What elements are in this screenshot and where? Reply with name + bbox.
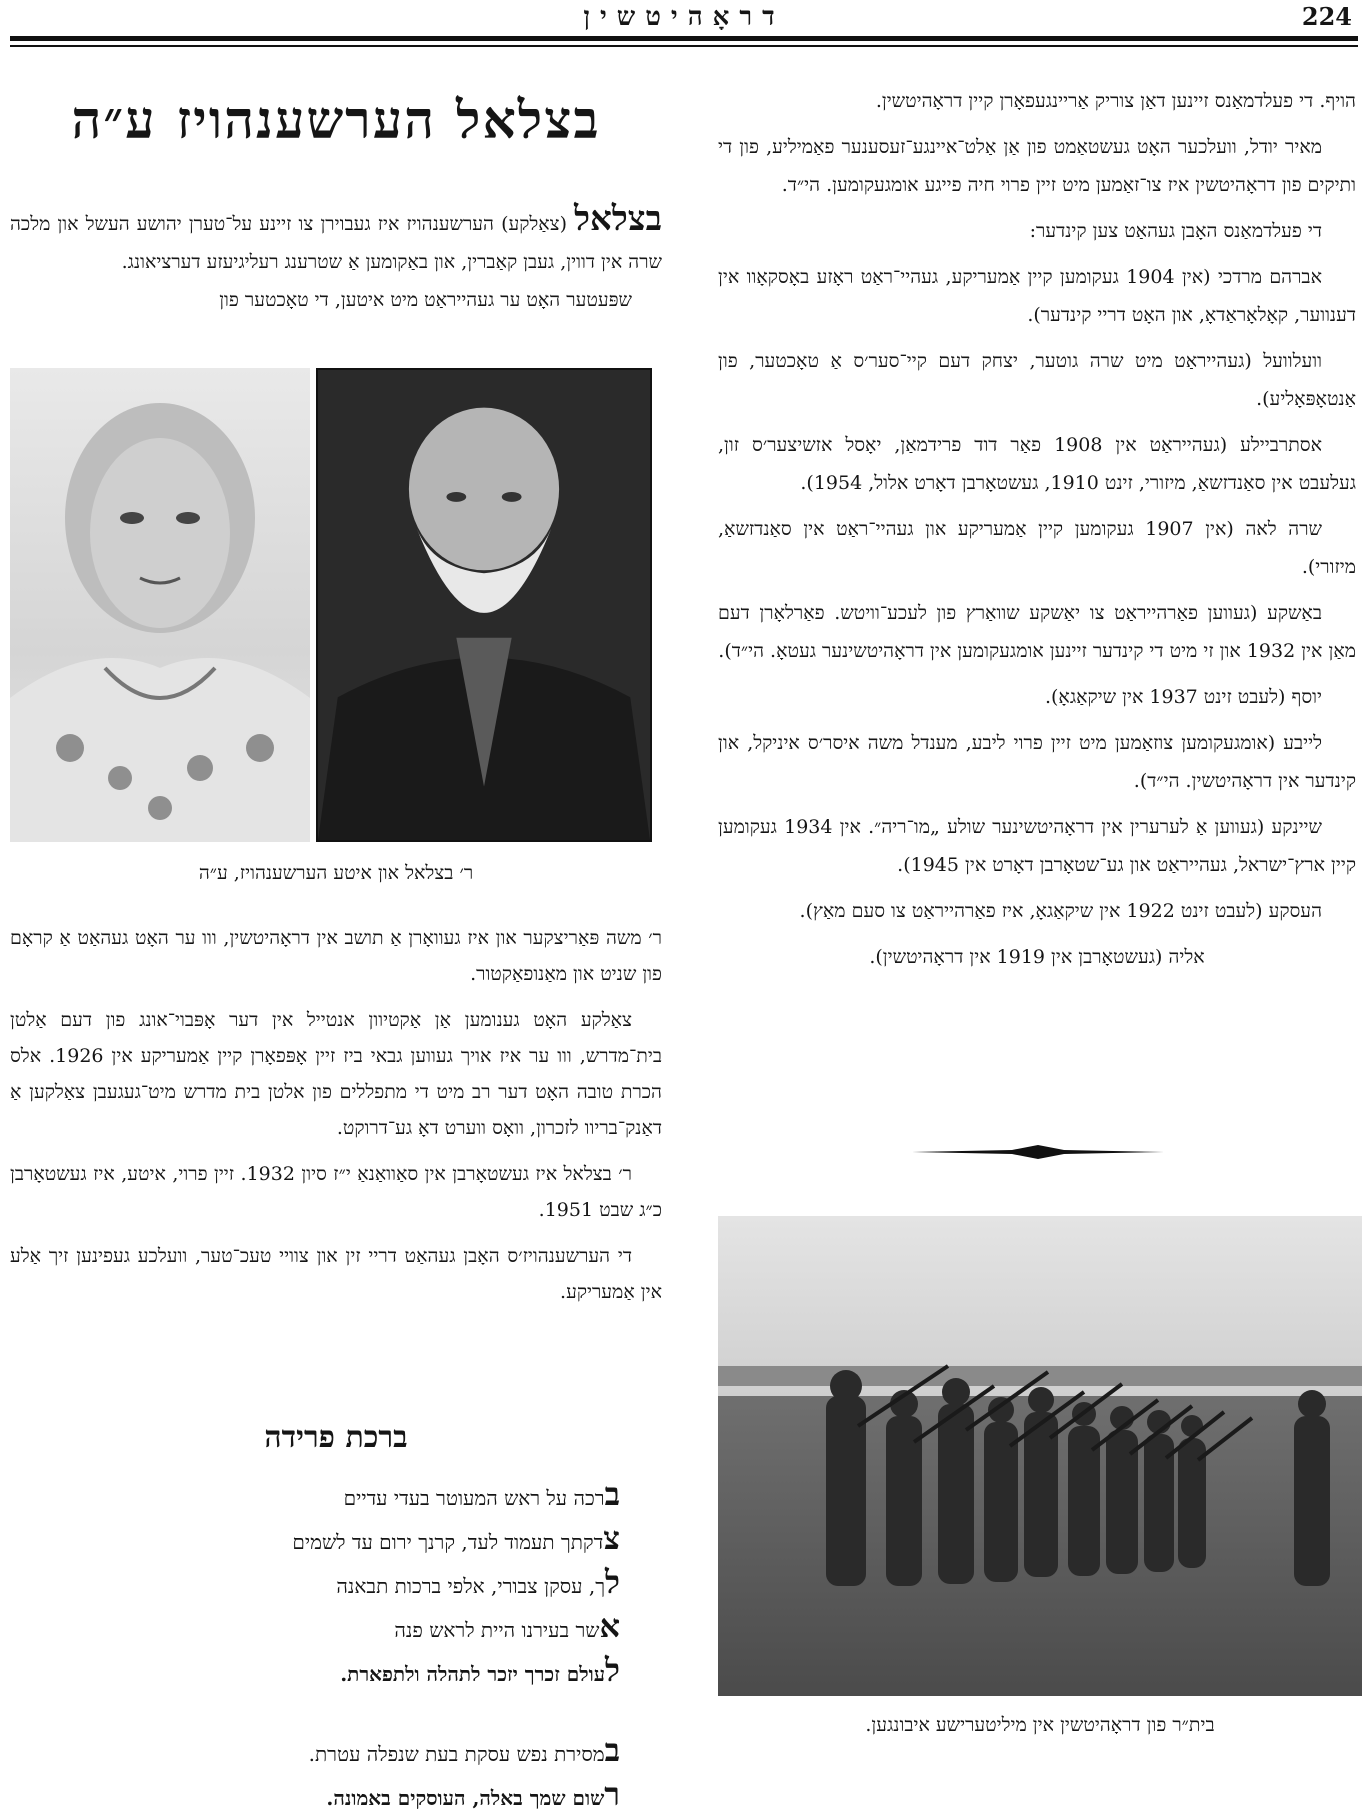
page-number: 224 [1301, 2, 1352, 31]
paragraph: מאיר יודל, וועלכער האָט געשטאַמט פון אַן אַלט־איינגע־זעסענער פאַמיליע, פון די ותיקים פון דראָהיטשין איז צו־זאַמען מיט זיין פרוי חיה פייגע אומגעקומען. הי״ד. [718, 136, 1356, 196]
portrait-bezalel [316, 368, 652, 842]
portrait-woman-drawing [10, 368, 310, 842]
betar-group-photo [718, 1216, 1362, 1696]
poem-line-text: רכה על ראש המעוטר בעדי עדיים [343, 1486, 605, 1510]
intro-text [10, 200, 662, 319]
paragraph: ר׳ בצלאל איז געשטאָרבן אין סאַוואַנאַ י״ז סיון 1932. זיין פרוי, איטע, איז געשטאָרבן כ״ג שבט 1951. [10, 1163, 662, 1221]
article-title: בצלאל הערשענהויז ע״ה [71, 90, 601, 151]
acrostic-letter: ב [604, 1475, 620, 1513]
paragraph: אברהם מרדכי (אין 1904 געקומען קיין אַמעריקע, געהיי־ראַט ראָזע באָסקאָוו אין דענווער, קאָלאָראַדאָ, און האָט דריי קינדער). [718, 266, 1356, 326]
acrostic-letter: צ [603, 1519, 620, 1557]
paragraph: וועלוועל (געהייראַט מיט שרה גוטער, יצחק דעם קיי־סער׳ס אַ טאָכטער, פון אַנטאָפּאָליע). [718, 350, 1356, 410]
poem-line-text: ך, עסקן צבורי, אלפי ברכות תבאנה [336, 1574, 606, 1598]
header-rule-thin [10, 45, 1358, 47]
paragraph: אליה (געשטאָרבן אין 1919 אין דראָהיטשין). [869, 946, 1205, 968]
poem-line [10, 1562, 620, 1606]
poem-line [10, 1606, 620, 1650]
poem-line-text: דקתך תעמוד לעד, קרנך ירום עד לשמים [292, 1530, 604, 1554]
poem-title: ברכת פרידה [264, 1420, 408, 1455]
paragraph: אסתרביילע (געהייראַט אין 1908 פאַר דוד פרידמאַן, יאָסל אזשיצער׳ס זון, געלעבט אין סאַנדזשאַ, מיזורי, זינט 1910, געשטאָרבן דאָרט אלול, 1954). [718, 434, 1356, 494]
poem [10, 1474, 662, 1818]
acrostic-letter: ב [604, 1731, 620, 1769]
poem-line-text: מסירת נפש עסקת בעת שנפלה עטרת. [308, 1742, 605, 1766]
poem-line [10, 1474, 620, 1518]
ornament-divider [912, 1144, 1164, 1160]
poem-line-text: שום שמך באלה, העוסקים באמונה. [326, 1786, 605, 1810]
group-photo-caption: בית״ר פון דראָהיטשין אין מיליטערישע איבונגען. [865, 1714, 1215, 1736]
right-column-text [718, 82, 1356, 984]
intro-paragraph [10, 200, 662, 281]
poem-line [10, 1730, 620, 1774]
acrostic-letter: א [599, 1607, 620, 1645]
portrait-itte [10, 368, 310, 842]
header-rule-thick [10, 36, 1358, 41]
paragraph: שרה לאה (אין 1907 געקומען קיין אַמעריקע און געהיי־ראַט אין סאַנדזשאַ, מיזורי). [718, 518, 1356, 578]
paragraph: ר׳ משה פּאַריצקער און איז געוואָרן אַ תושב אין דראָהיטשין, ווו ער האָט געהאַט אַ קראָם פון שניט און מאַנופאַקטור. [10, 927, 662, 985]
poem-line-text: שר בעירנו היית לראש פנה [394, 1618, 600, 1642]
intro-drop-word: בצלאל [574, 199, 662, 239]
paragraph: די הערשענהויז׳ס האָבן געהאַט דריי זין און צוויי טעכ־טער, וועלכע געפינען זיך אַלע אין אַמעריקע. [10, 1245, 662, 1303]
acrostic-letter: ר [604, 1775, 620, 1813]
paragraph: די פעלדמאַנס האָבן געהאַט צען קינדער: [1029, 220, 1322, 242]
intro-rest: (צאַלקע) הערשענהויז איז געבוירן צו זיינע על־טערן יהושע העשל און מלכה שרה אין דווין, געבן קאַברין, און באַקומען אַ שטרענג רעליגיעזע דערציאונג. [10, 213, 662, 273]
paragraph: שיינקע (געווען אַ לערערין אין דראָהיטשינער שולע „מו־ריה״. אין 1934 געקומען קיין ארץ־ישראל, געהייראַט און גע־שטאָרבן דאָרט אין 1945). [718, 816, 1356, 876]
paragraph: צאַלקע האָט גענומען אַן אַקטיוון אנטייל אין דער אָפּבוי־אונג פון דעם אַלטן בית־מדרש, ווו ער איז אויך געווען גבאי ביז זיין אָפּפאָרן קיין אַמעריקע אין 1926. אלס הכרת טובה האָט דער רב מיט די מתפללים פון אלטן בית מדרש מיט־געגעבן צאַלקען אַ דאַנק־בריוו לזכרון, וואָס ווערט דאָ גע־דרוקט. [10, 1009, 662, 1139]
intro-second-paragraph: שפּעטער האָט ער געהייראַט מיט איטען, די טאָכטער פון [219, 289, 632, 311]
portrait-man-drawing [318, 370, 650, 840]
portrait-caption: ר׳ בצלאל און איטע הערשענהויז, ע״ה [198, 862, 474, 884]
left-body-text [10, 920, 662, 1320]
running-title: דראָהיטשין [583, 2, 785, 32]
poem-line [10, 1774, 620, 1818]
paragraph: הויף. די פעלדמאַנס זיינען דאַן צוריק אַריינגעפאָרן קיין דראָהיטשין. [875, 90, 1356, 112]
poem-line [10, 1518, 620, 1562]
photo-figures [718, 1216, 1362, 1696]
poem-line [10, 1650, 620, 1694]
paragraph: יוסף (לעבט זינט 1937 אין שיקאַגאָ). [1044, 686, 1322, 708]
paragraph: העסקע (לעבט זינט 1922 אין שיקאַגאָ, איז פאַרהייראַט צו סעם מאַץ). [799, 900, 1322, 922]
paragraph: באַשקע (געווען פאַרהייראַט צו יאַשקע שוואַרץ פון לעכע־וויטש. פאַרלאָרן דעם מאַן אין 1932 און זי מיט די קינדער זיינען אומגעקומען אין דראָהיטשינער געטאָ. הי״ד). [718, 602, 1356, 662]
acrostic-letter: ל [605, 1651, 620, 1689]
acrostic-letter: ל [605, 1563, 620, 1601]
paragraph: לייבע (אומגעקומען צוזאַמען מיט זיין פרוי ליבע, מענדל משה איסר׳ס איניקל, און קינדער אין דראָהיטשין. הי״ד). [718, 732, 1356, 792]
poem-line-text: עולם זכרך יזכר לתהלה ולתפארת. [340, 1662, 606, 1686]
